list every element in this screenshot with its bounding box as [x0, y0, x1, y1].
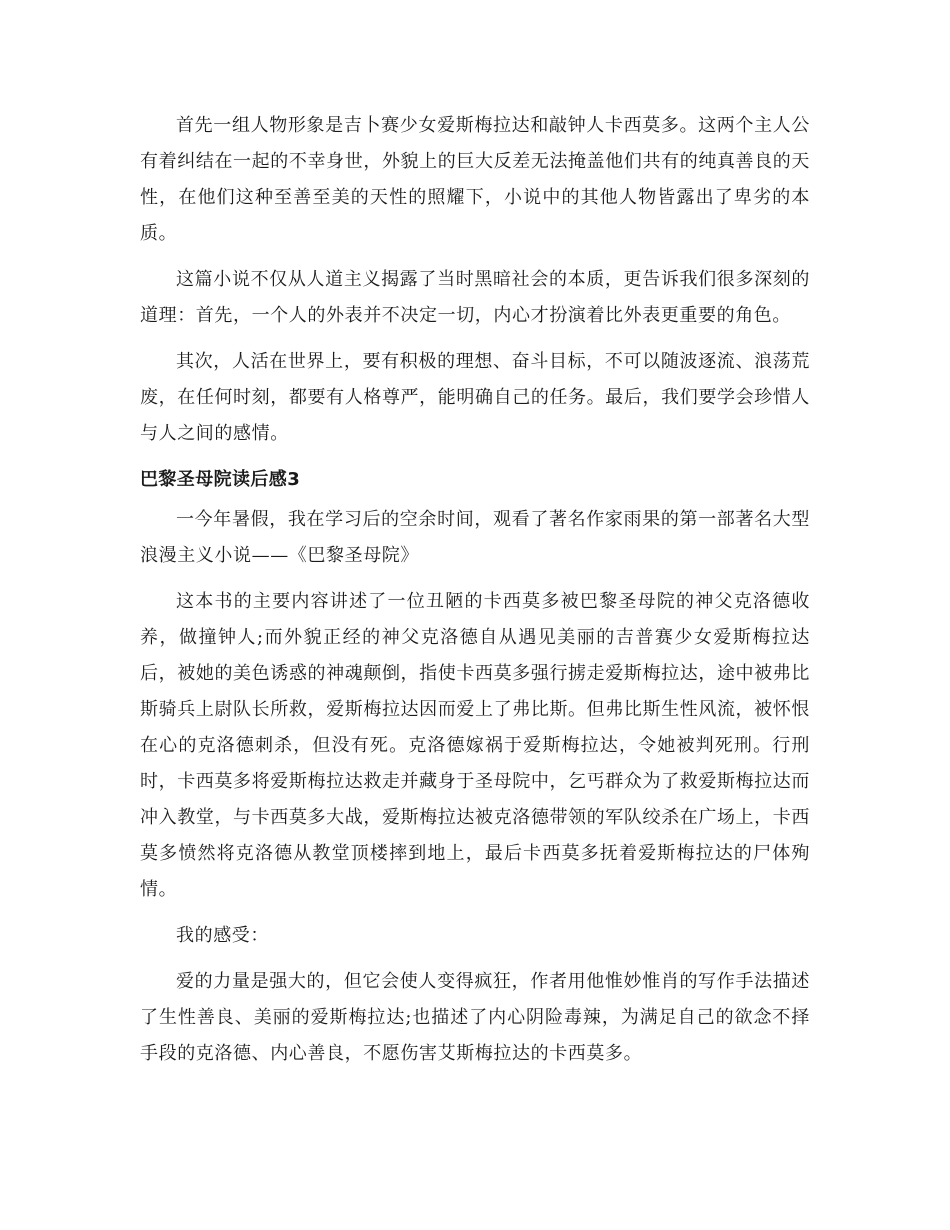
paragraph-7: 爱的力量是强大的，但它会使人变得疯狂，作者用他惟妙惟肖的写作手法描述了生性善良、美丽的爱斯梅拉达;也描述了内心阴险毒辣，为满足自己的欲念不择手段的克洛德、内心善良，不愿伤害艾斯梅拉达的卡西莫多。 — [140, 971, 810, 1064]
paragraph-1: 首先一组人物形象是吉卜赛少女爱斯梅拉达和敲钟人卡西莫多。这两个主人公有着纠结在一起的不幸身世，外貌上的巨大反差无法掩盖他们共有的纯真善良的天性，在他们这种至善至美的天性的照耀下，小说中的其他人物皆露出了卑劣的本质。 — [140, 115, 810, 244]
paragraph-3: 其次，人活在世界上，要有积极的理想、奋斗目标，不可以随波逐流、浪荡荒废，在任何时刻，都要有人格尊严，能明确自己的任务。最后，我们要学会珍惜人与人之间的感情。 — [140, 351, 810, 444]
section-heading: 巴黎圣母院读后感3 — [140, 469, 301, 490]
paragraph-4: 一今年暑假，我在学习后的空余时间，观看了著名作家雨果的第一部著名大型浪漫主义小说——《巴黎圣母院》 — [140, 509, 810, 566]
paragraph-6: 我的感受： — [176, 925, 269, 946]
paragraph-2: 这篇小说不仅从人道主义揭露了当时黑暗社会的本质，更告诉我们很多深刻的道理：首先，一个人的外表并不决定一切，内心才扮演着比外表更重要的角色。 — [140, 269, 810, 326]
paragraph-5: 这本书的主要内容讲述了一位丑陋的卡西莫多被巴黎圣母院的神父克洛德收养，做撞钟人;而外貌正经的神父克洛德自从遇见美丽的吉普赛少女爱斯梅拉达后，被她的美色诱惑的神魂颠倒，指使卡西莫多强行掳走爱斯梅拉达，途中被弗比斯骑兵上尉队长所救，爱斯梅拉达因而爱上了弗比斯。但弗比斯生性风流，被怀恨在心的克洛德刺杀，但没有死。克洛德嫁祸于爱斯梅拉达，令她被判死刑。行刑时，卡西莫多将爱斯梅拉达救走并藏身于圣母院中，乞丐群众为了救爱斯梅拉达而冲入教堂，与卡西莫多大战，爱斯梅拉达被克洛德带领的军队绞杀在广场上，卡西莫多愤然将克洛德从教堂顶楼摔到地上，最后卡西莫多抚着爱斯梅拉达的尸体殉情。 — [140, 591, 810, 900]
